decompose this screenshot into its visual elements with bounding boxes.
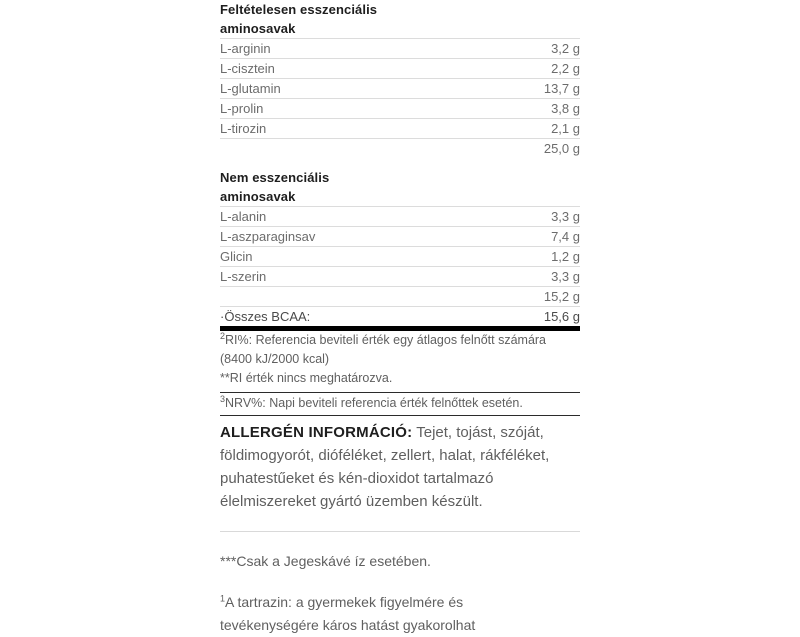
section-heading-line2: aminosavak xyxy=(220,21,296,36)
tartrazin-marker: 1 xyxy=(220,593,226,604)
bottom-divider-gap xyxy=(220,532,580,550)
table-row-total xyxy=(220,287,580,307)
amino-acid-value: 13,7 g xyxy=(543,81,580,96)
table-row xyxy=(220,267,580,287)
total-name xyxy=(220,287,400,307)
total-value: 15,2 g xyxy=(543,289,580,304)
amino-acid-name: L-glutamin xyxy=(220,81,281,96)
tartrazin-text-line1: A tartrazin: a gyermekek figyelmére és xyxy=(225,594,464,610)
allergen-gap xyxy=(220,513,580,531)
amino-acid-value: 1,2 g xyxy=(551,249,580,264)
footnote-ri-line1 xyxy=(220,331,580,350)
table-row xyxy=(220,227,580,247)
amino-acid-name: L-tirozin xyxy=(220,121,267,136)
total-value: 25,0 g xyxy=(543,141,580,156)
tartrazin-note-line1 xyxy=(220,591,580,614)
bottom-note-gap xyxy=(220,573,580,591)
bcaa-value: 15,6 g xyxy=(543,309,580,324)
amino-acid-value: 3,3 g xyxy=(551,269,580,284)
table-row xyxy=(220,247,580,267)
amino-acid-value: 2,1 g xyxy=(551,121,580,136)
amino-acid-value: 2,2 g xyxy=(551,61,580,76)
non-essential-table xyxy=(220,206,580,326)
amino-acid-value: 3,8 g xyxy=(551,101,580,116)
amino-acid-value: 7,4 g xyxy=(551,229,580,244)
table-row-total xyxy=(220,139,580,159)
bottom-notes xyxy=(220,550,580,637)
amino-acid-name: L-cisztein xyxy=(220,61,275,76)
footnote-ri-line2: (8400 kJ/2000 kcal) xyxy=(220,352,330,366)
allergen-information xyxy=(220,416,580,513)
bcaa-label: ·Összes BCAA: xyxy=(220,309,311,324)
table-row xyxy=(220,119,580,139)
nutrition-label-panel xyxy=(220,0,580,637)
footnote-ri-text: RI%: Referencia beviteli érték egy átlagos felnőtt számára xyxy=(225,333,547,347)
section-heading-line1: Feltételesen esszenciális xyxy=(220,2,378,17)
amino-acid-name: Glicin xyxy=(220,249,253,264)
total-name xyxy=(220,139,400,159)
amino-acid-value: 3,2 g xyxy=(551,41,580,56)
table-row xyxy=(220,39,580,59)
conditionally-essential-table xyxy=(220,38,580,158)
tartrazin-note-line2: tevékenységére káros hatást gyakorolhat xyxy=(220,617,476,633)
footnote-nrv-text: NRV%: Napi beviteli referencia érték felnőttek esetén. xyxy=(225,396,523,410)
amino-acid-value: 3,3 g xyxy=(551,209,580,224)
amino-acid-name: L-szerin xyxy=(220,269,267,284)
footnote-ri-marker: 2 xyxy=(220,330,226,341)
section-heading-line1: Nem esszenciális xyxy=(220,170,330,185)
footnote-ri-undefined: **RI érték nincs meghatározva. xyxy=(220,371,393,385)
section-gap xyxy=(220,158,580,168)
amino-acid-name: L-prolin xyxy=(220,101,264,116)
section-heading-conditionally-essential xyxy=(220,0,580,38)
footnote-ri-block xyxy=(220,331,580,388)
footnote-nrv-marker: 3 xyxy=(220,393,226,404)
flavor-note: ***Csak a Jegeskávé íz esetében. xyxy=(220,553,431,569)
table-row xyxy=(220,99,580,119)
section-heading-non-essential xyxy=(220,168,580,206)
amino-acid-name: L-arginin xyxy=(220,41,271,56)
table-row xyxy=(220,207,580,227)
amino-acid-name: L-aszparaginsav xyxy=(220,229,316,244)
table-row xyxy=(220,79,580,99)
footnote-nrv-line xyxy=(220,393,580,415)
section-heading-line2: aminosavak xyxy=(220,189,296,204)
allergen-heading: ALLERGÉN INFORMÁCIÓ: xyxy=(220,424,413,441)
amino-acid-name: L-alanin xyxy=(220,209,267,224)
table-row xyxy=(220,59,580,79)
table-row-bcaa xyxy=(220,307,580,327)
allergen-text: Tejet, tojást, szóját, földimogyorót, dióféléket, zellert, halat, rákféléket, puhatestűeket és kén-dioxidot tartalmazó élelmiszereket gyártó üzemben készült. xyxy=(220,424,550,510)
